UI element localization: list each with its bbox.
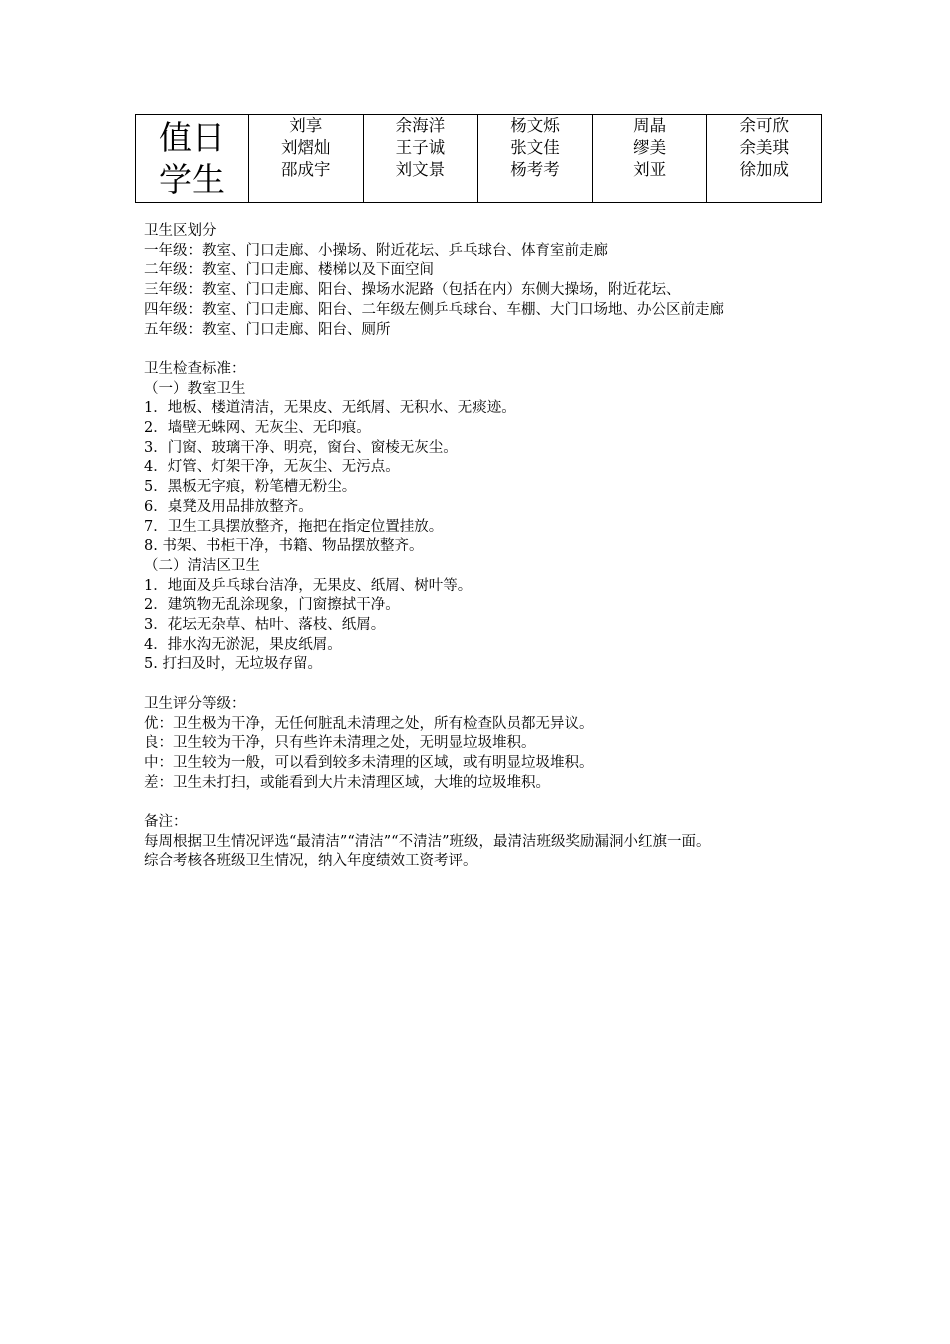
- standard-item: 2．建筑物无乱涂现象，门窗擦拭干净。: [144, 597, 400, 614]
- standard-item: 2．墙壁无蛛网、无灰尘、无印痕。: [144, 420, 371, 437]
- standards-heading: 卫生检查标准：: [144, 360, 246, 377]
- grades-section: [144, 695, 814, 794]
- student-name: 余海洋: [395, 116, 446, 135]
- student-name: 周晶: [633, 116, 667, 135]
- duty-group-4: [592, 115, 707, 203]
- duty-group-2: [363, 115, 478, 203]
- duty-title-line: 学生: [159, 159, 225, 199]
- student-name: 杨文烁: [510, 116, 560, 135]
- standard-item: 3．门窗、玻璃干净、明亮，窗台、窗棱无灰尘。: [144, 439, 458, 456]
- duty-group-3: [478, 115, 593, 203]
- standards-section: [144, 360, 814, 675]
- standard-item: 4．灯管、灯架干净，无灰尘、无污点。: [144, 459, 400, 476]
- zone-line: 三年级：教室、门口走廊、阳台、操场水泥路（包括在内）东侧大操场，附近花坛、: [144, 282, 681, 299]
- student-name: 杨考考: [510, 160, 560, 179]
- student-name: 徐加成: [739, 160, 789, 179]
- zone-line: 四年级：教室、门口走廊、阳台、二年级左侧乒乓球台、车棚、大门口场地、办公区前走廊: [144, 301, 724, 318]
- standard-item: 6．桌凳及用品排放整齐。: [144, 498, 313, 515]
- grade-line: 良：卫生较为干净，只有些许未清理之处，无明显垃圾堆积。: [144, 735, 536, 752]
- standard-item: 1．地板、楼道清洁，无果皮、无纸屑、无积水、无痰迹。: [144, 400, 516, 417]
- duty-students-table: [135, 114, 822, 203]
- student-name: 王子诚: [395, 138, 446, 157]
- area-heading: （二）清洁区卫生: [144, 557, 260, 574]
- notes-heading: 备注：: [144, 814, 188, 831]
- grade-line: 中：卫生较为一般，可以看到较多未清理的区域，或有明显垃圾堆积。: [144, 754, 594, 771]
- zones-section: [144, 222, 814, 340]
- student-name: 刘亚: [633, 160, 667, 179]
- student-name: 张文佳: [510, 138, 560, 157]
- duty-title-cell: [136, 115, 249, 203]
- grade-line: 差：卫生未打扫，或能看到大片未清理区域，大堆的垃圾堆积。: [144, 774, 550, 791]
- standard-item: 4．排水沟无淤泥，果皮纸屑。: [144, 636, 342, 653]
- duty-group-1: [249, 115, 364, 203]
- student-name: 刘享: [289, 116, 323, 135]
- zones-heading: 卫生区划分: [144, 223, 217, 239]
- table-row: [136, 115, 822, 203]
- blank-line: [144, 340, 814, 360]
- student-name: 刘熠灿: [281, 138, 331, 157]
- notes-section: [144, 813, 814, 872]
- standard-item: 8. 书架、书柜干净，书籍、物品摆放整齐。: [144, 538, 424, 555]
- note-line: 每周根据卫生情况评选“最清洁”“清洁”“不清洁”班级，最清洁班级奖励漏洞小红旗一面。: [144, 833, 711, 850]
- duty-group-5: [707, 115, 822, 203]
- standard-item: 5. 打扫及时，无垃圾存留。: [144, 656, 322, 673]
- zone-line: 五年级：教室、门口走廊、阳台、厕所: [144, 321, 391, 338]
- standard-item: 3．花坛无杂草、枯叶、落枝、纸屑。: [144, 617, 386, 634]
- grade-line: 优：卫生极为干净，无任何脏乱未清理之处，所有检查队员都无异议。: [144, 715, 594, 732]
- standard-item: 7．卫生工具摆放整齐，拖把在指定位置挂放。: [144, 518, 444, 535]
- student-name: 邵成宇: [281, 160, 331, 179]
- zone-line: 一年级：教室、门口走廊、小操场、附近花坛、乒乓球台、体育室前走廊: [144, 242, 608, 259]
- classroom-heading: （一）教室卫生: [144, 380, 246, 397]
- standard-item: 5．黑板无字痕，粉笔槽无粉尘。: [144, 479, 357, 496]
- standard-item: 1．地面及乒乓球台洁净，无果皮、纸屑、树叶等。: [144, 577, 473, 594]
- student-name: 余可欣: [739, 116, 789, 135]
- duty-title-line: 值日: [159, 117, 225, 157]
- student-name: 余美琪: [739, 138, 789, 157]
- blank-line: [144, 793, 814, 813]
- student-name: 刘文景: [395, 160, 446, 179]
- document-body: [144, 222, 814, 872]
- student-name: 缪美: [633, 138, 667, 157]
- blank-line: [144, 675, 814, 695]
- zone-line: 二年级：教室、门口走廊、楼梯以及下面空间: [144, 262, 434, 279]
- note-line: 综合考核各班级卫生情况，纳入年度绩效工资考评。: [144, 853, 478, 870]
- grades-heading: 卫生评分等级：: [144, 695, 246, 712]
